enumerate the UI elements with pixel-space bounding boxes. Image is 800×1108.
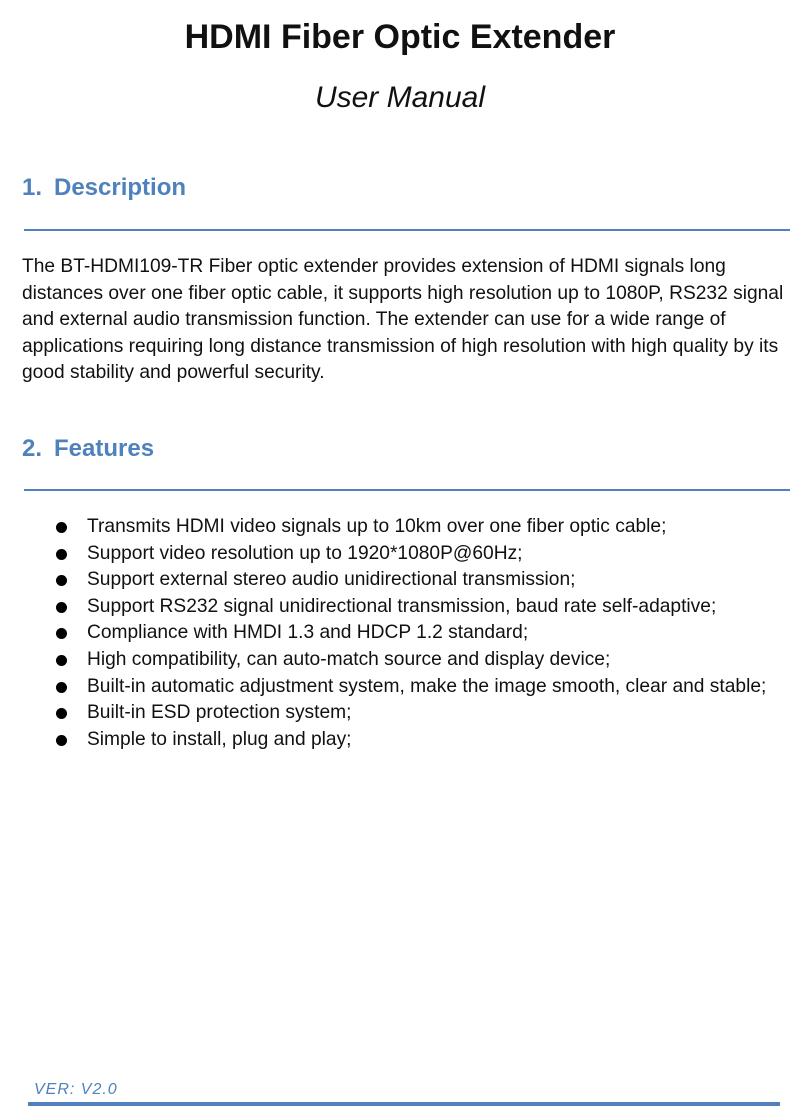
bullet-icon [56,522,67,533]
document-subtitle: User Manual [314,81,486,114]
section-title: Features [54,435,155,462]
feature-text: Transmits HDMI video signals up to 10km over one fiber optic cable; [87,516,667,537]
bullet-icon [56,628,67,639]
section-heading-description [22,172,186,204]
section-divider [24,489,790,491]
feature-text: Support external stereo audio unidirectional transmission; [87,569,576,591]
feature-text: Support RS232 signal unidirectional transmission, baud rate self-adaptive; [87,595,717,617]
bullet-icon [56,655,67,666]
feature-text: Support video resolution up to 1920*1080P@60Hz; [87,542,523,564]
document-title: HDMI Fiber Optic Extender [184,18,616,56]
feature-item [52,647,790,674]
feature-text: Simple to install, plug and play; [87,728,352,750]
feature-item [52,620,790,647]
bullet-icon [56,549,67,560]
section-number: 1. [22,174,43,201]
feature-item [52,674,790,701]
bullet-icon [56,735,67,746]
feature-item [52,594,790,621]
feature-text: Built-in ESD protection system; [87,702,352,724]
bullet-icon [56,575,67,586]
feature-text: Built-in automatic adjustment system, make the image smooth, clear and stable; [87,675,767,697]
feature-item [52,700,790,727]
version-label: VER: V2.0 [34,1081,118,1098]
description-paragraph: The BT-HDMI109-TR Fiber optic extender provides extension of HDMI signals long distances over one fiber optic cable, it supports high resolution up to 1080P, RS232 signal and external audio transmission function. The extender can use for a wide range of applications requiring long distance transmission of high resolution with high quality by its good stability and powerful security. [22,256,784,384]
bullet-icon [56,602,67,613]
section-number: 2. [22,435,43,462]
section-title: Description [54,174,187,201]
feature-item [52,514,790,541]
feature-item [52,541,790,568]
features-list [52,514,790,753]
feature-item [52,567,790,594]
feature-item [52,727,790,754]
feature-text: High compatibility, can auto-match source and display device; [87,648,611,670]
section-heading-features [22,433,154,465]
feature-text: Compliance with HMDI 1.3 and HDCP 1.2 standard; [87,622,529,644]
footer-divider [28,1102,780,1106]
bullet-icon [56,708,67,719]
bullet-icon [56,682,67,693]
section-divider [24,229,790,231]
